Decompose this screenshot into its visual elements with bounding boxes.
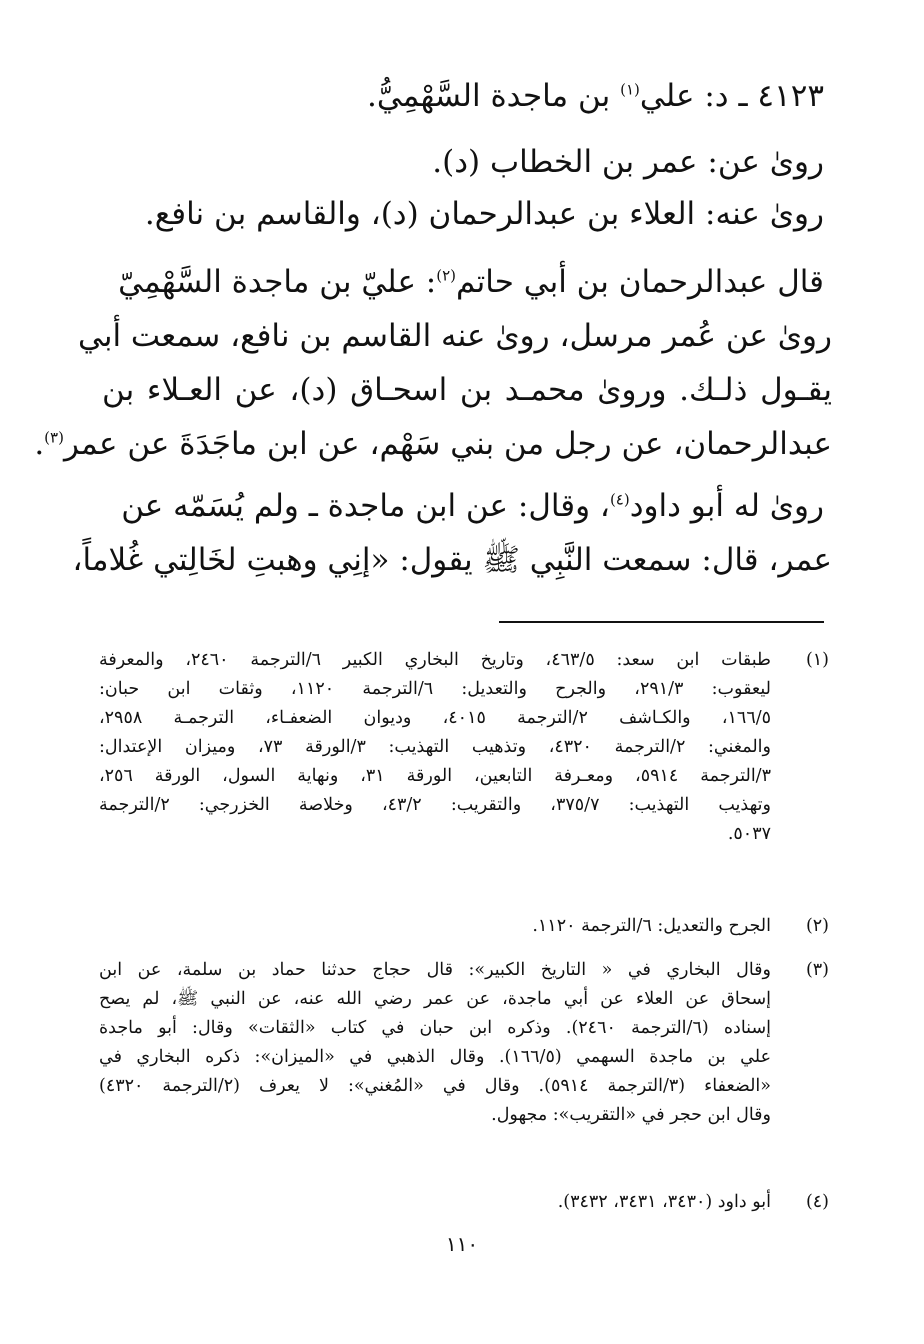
footnote-line: وقال البخاري في « التاريخ الكبير»: قال حجاج حدثنا حماد بن سلمة، عن ابن xyxy=(99,960,771,980)
paragraph-2-line-1 xyxy=(121,486,824,526)
paragraph-1-line-2: روىٰ عن عُمر مرسل، روىٰ عنه القاسم بن نافع، سمعت أبي xyxy=(78,318,832,354)
footnote-line: أبو داود (٣٤٣٠، ٣٤٣١، ٣٤٣٢). xyxy=(557,1192,771,1212)
footnote-number: (١) xyxy=(805,650,829,670)
paragraph-2-line-2: عمر، قال: سمعت النَّبِي ﷺ يقول: «إنِي وهبتِ لخَالِتي غُلاماً، xyxy=(72,542,832,578)
paragraph-1-line-4 xyxy=(34,424,832,464)
paragraph-2-text-b: ، وقال: عن ابن ماجدة ـ ولم يُسَمّه عن xyxy=(121,488,610,524)
narrated-from-line: روىٰ عن: عمر بن الخطاب (د). xyxy=(432,144,824,180)
footnote-marker-1: (١) xyxy=(620,80,640,99)
footnote-number: (٣) xyxy=(805,960,829,980)
footnote-line: ١٦٦/٥، والكـاشف ٢/الترجمة ٤٠١٥، وديوان الضعفـاء، الترجمـة ٢٩٥٨، xyxy=(99,708,772,728)
footnote-line: وتهذيب التهذيب: ٣٧٥/٧، والتقريب: ٤٣/٢، وخلاصة الخزرجي: ٢/الترجمة xyxy=(99,795,771,815)
footnote-line: إسناده (٦/الترجمة ٢٤٦٠). وذكره ابن حبان في كتاب «الثقات» وقال: أبو ماجدة xyxy=(99,1018,771,1038)
footnote-line: «الضعفاء (٣/الترجمة ٥٩١٤). وقال في «المُغني»: لا يعرف (٢/الترجمة ٤٣٢٠) xyxy=(99,1076,771,1096)
footnote-line: إسحاق عن العلاء عن أبي ماجدة، عن عمر رضي الله عنه، عن النبي ﷺ، لم يصح xyxy=(99,989,771,1009)
entry-heading-text: ٤١٢٣ ـ د: علي xyxy=(639,78,824,114)
footnote-line: طبقات ابن سعد: ٤٦٣/٥، وتاريخ البخاري الكبير ٦/الترجمة ٢٤٦٠، والمعرفة xyxy=(99,650,771,670)
paragraph-1-line-4-end: . xyxy=(34,426,45,462)
footnote-body xyxy=(99,646,771,849)
footnote-separator xyxy=(499,621,824,623)
footnote-marker-2: (٢) xyxy=(436,266,457,285)
footnote-body xyxy=(99,912,771,941)
footnote-number: (٤) xyxy=(805,1192,829,1212)
footnote-line: ٥٠٣٧. xyxy=(727,824,771,844)
entry-heading xyxy=(264,76,824,116)
paragraph-1-text-b: : عليّ بن ماجدة السَّهْمِيّ xyxy=(118,264,437,300)
footnote-number: (٢) xyxy=(805,916,829,936)
footnote-line: ٣/الترجمة ٥٩١٤، ومعـرفة التابعين، الورقة ٣١، ونهاية السول، الورقة ٢٥٦، xyxy=(99,766,771,786)
paragraph-1-line-4-text: عبدالرحمان، عن رجل من بني سَهْم، عن ابن ماجَدَةَ عن عمر xyxy=(63,426,832,462)
footnote-line: علي بن ماجدة السهمي (١٦٦/٥). وقال الذهبي في «الميزان»: ذكره البخاري في xyxy=(99,1047,772,1067)
footnote-body xyxy=(99,1188,771,1217)
paragraph-1-line-1 xyxy=(118,262,824,302)
paragraph-2-text-a: روىٰ له أبو داود xyxy=(629,488,824,524)
narrated-by-line: روىٰ عنه: العلاء بن عبدالرحمان (د)، والقاسم بن نافع. xyxy=(144,196,824,232)
page-number: ١١٠ xyxy=(445,1232,479,1256)
footnote-body xyxy=(99,956,771,1130)
footnote-marker-4: (٤) xyxy=(609,490,630,509)
footnote-line: وقال ابن حجر في «التقريب»: مجهول. xyxy=(491,1105,771,1125)
paragraph-1-line-3: يقـول ذلـك. ورویٰ محمـد بن اسحـاق (د)، عن العـلاء بن xyxy=(102,372,832,408)
footnote-line: ليعقوب: ٢٩١/٣، والجرح والتعديل: ٦/الترجمة ١١٢٠، وثقات ابن حبان: xyxy=(99,679,771,699)
entry-heading-rest: بن ماجدة السَّهْمِيُّ. xyxy=(366,78,621,114)
footnote-line: والمغني: ٢/الترجمة ٤٣٢٠، وتذهيب التهذيب: ٣/الورقة ٧٣، وميزان الإعتدال: xyxy=(99,737,771,757)
paragraph-1-text-a: قال عبدالرحمان بن أبي حاتم xyxy=(456,264,824,300)
footnote-marker-3: (٣) xyxy=(44,428,64,447)
footnote-line: الجرح والتعديل: ٦/الترجمة ١١٢٠. xyxy=(532,916,771,936)
